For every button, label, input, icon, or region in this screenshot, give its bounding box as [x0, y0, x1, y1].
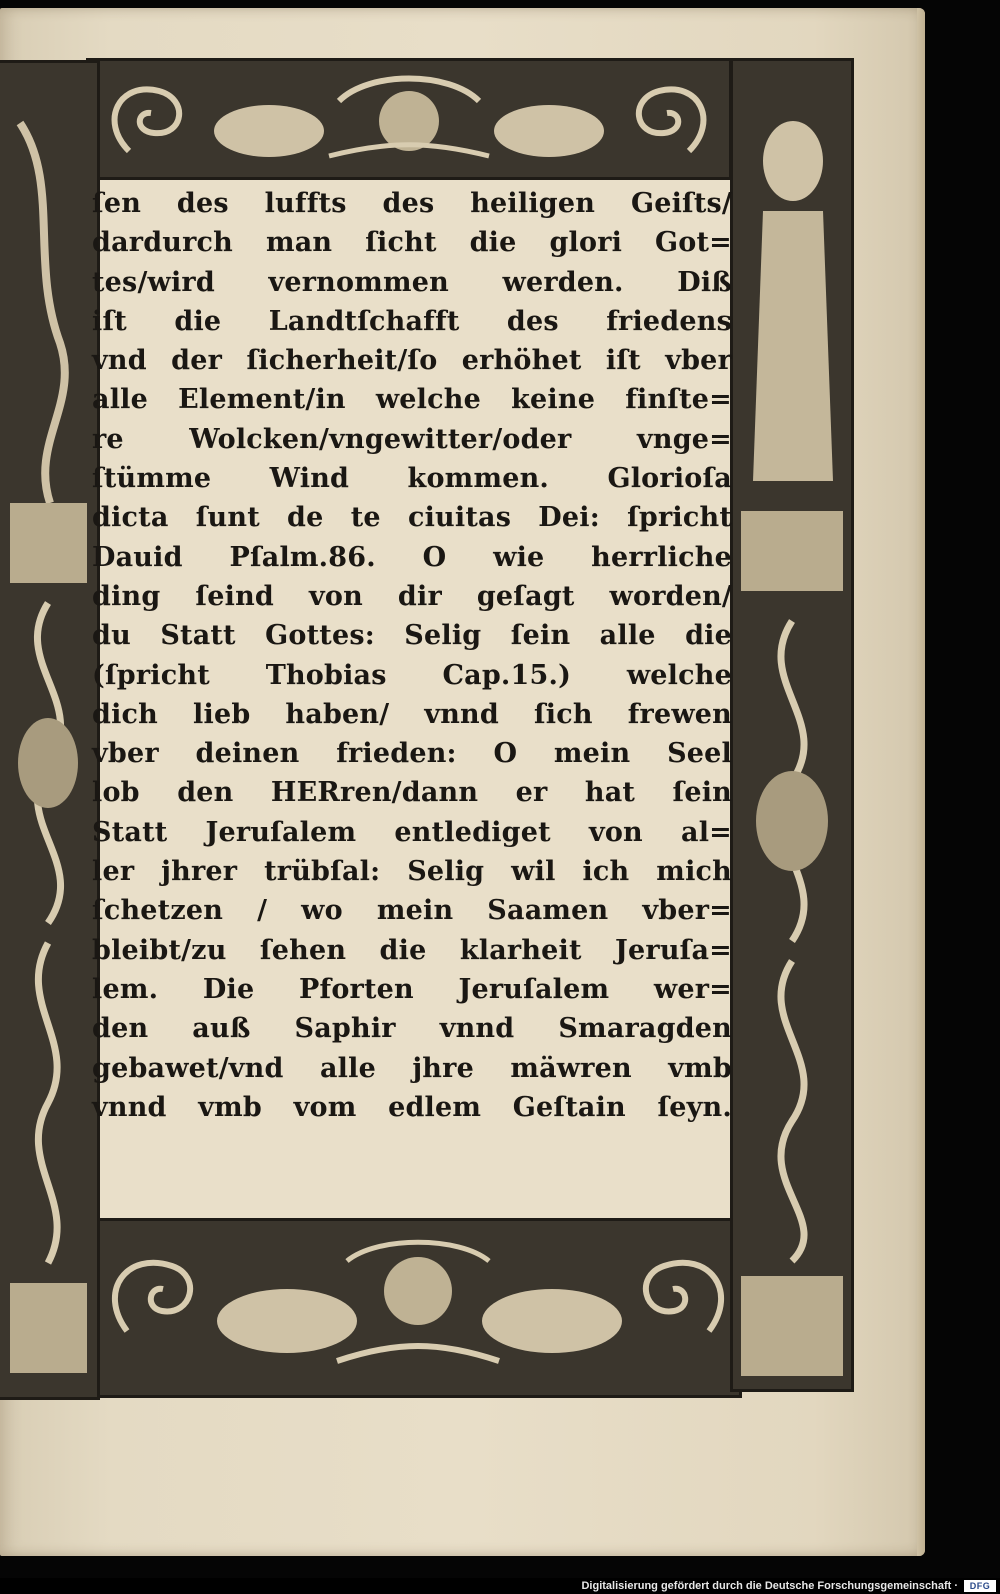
- text-line: vnd der ſicherheit/ſo erhöhet iſt vber: [92, 345, 732, 377]
- text-line: dardurch man ſicht die glori Got=: [92, 227, 732, 259]
- text-line: ſtümme Wind kommen. Glorioſa: [92, 463, 732, 495]
- text-line: vber deinen frieden: O mein Seel: [92, 738, 732, 770]
- text-line: ſen des luffts des heiligen Geiſts/: [92, 188, 732, 219]
- text-line: Statt Jeruſalem entlediget von al=: [92, 816, 732, 848]
- text-line: ler jhrer trübſal: Selig wil ich mich: [92, 856, 732, 888]
- text-line: ding ſeind von dir geſagt worden/: [92, 580, 732, 612]
- text-line: tes/wird vernommen werden. Diß: [92, 266, 732, 298]
- text-line: re Wolcken/vngewitter/oder vnge=: [92, 423, 732, 455]
- woodcut-border-top: [86, 58, 732, 180]
- text-line: gebawet/vnd alle jhre mäwren vmb: [92, 1052, 732, 1084]
- text-line: (ſpricht Thobias Cap.15.) welche: [92, 659, 732, 691]
- page-edge: [917, 8, 925, 1556]
- digitization-credit: Digitalisierung gefördert durch die Deutsche Forschungsgemeinschaft ·: [581, 1580, 958, 1592]
- text-line: dich lieb haben/ vnnd ſich frewen: [92, 698, 732, 730]
- text-line: den auß Saphir vnnd Smaragden: [92, 1013, 732, 1045]
- woodcut-border-bottom: [94, 1218, 742, 1398]
- text-line: lob den HERren/dann er hat ſein: [92, 777, 732, 809]
- text-line: lem. Die Pforten Jeruſalem wer=: [92, 973, 732, 1005]
- text-line: ſchetzen / wo mein Saamen vber=: [92, 895, 732, 927]
- text-line: vnnd vmb vom edlem Geſtain ſeyn.: [92, 1091, 732, 1123]
- woodcut-border-left: [0, 60, 100, 1400]
- footer-bar: [0, 1578, 1000, 1594]
- text-line: alle Element/in welche keine finſte=: [92, 384, 732, 416]
- text-line: bleibt/zu ſehen die klarheit Jeruſa=: [92, 934, 732, 966]
- text-line: Dauid Pſalm.86. O wie herrliche: [92, 541, 732, 573]
- dfg-logo: DFG: [964, 1580, 996, 1592]
- text-line: dicta ſunt de te ciuitas Dei: ſpricht: [92, 502, 732, 534]
- body-text: [92, 184, 732, 1127]
- text-line: du Statt Gottes: Selig ſein alle die: [92, 620, 732, 652]
- text-line: iſt die Landtſchafft des friedens: [92, 305, 732, 337]
- woodcut-border-right: [730, 58, 854, 1392]
